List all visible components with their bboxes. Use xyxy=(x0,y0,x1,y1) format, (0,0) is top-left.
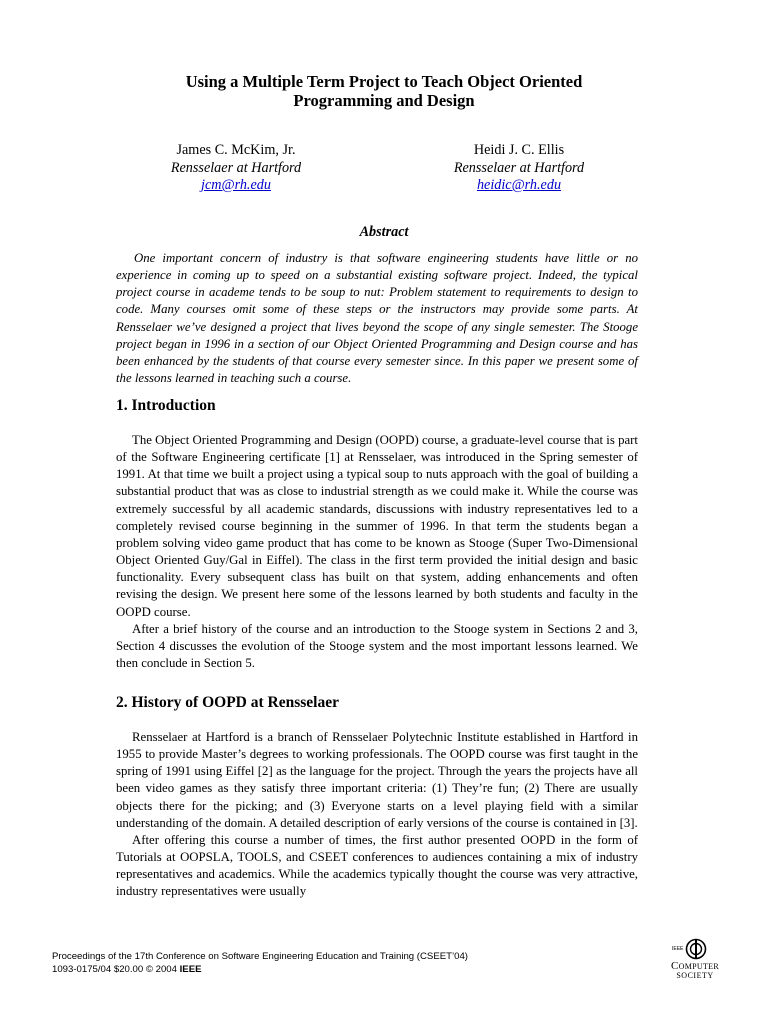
paragraph: After a brief history of the course and an introduction to the Stooge system in Sections 2 and 3, Section 4 discusses the evolution of the Stooge system and the most important lessons learned. We then conclude in Section 5. xyxy=(116,621,638,671)
footer-copyright xyxy=(52,963,468,976)
logo-ieee-text: IEEE xyxy=(672,946,684,952)
section-body-history xyxy=(116,729,638,901)
paper-title xyxy=(100,72,668,110)
paragraph: The Object Oriented Programming and Design (OOPD) course, a graduate-level course that is part of the Software Engineering certificate [1] at Rensselaer, was introduced in the Spring semester of 1991. At that time we built a project using a typical soup to nuts approach with the goal of building a substantial product that was as close to industrial strength as we could make it. While the course was extremely successful by all academic standards, discussions with industry representatives led to a completely revised course beginning in the summer of 1996. In that term the students began a problem solving video game product that has come to be known as Stooge (Super Two-Dimensional Object Oriented Guy/Gal in Eiffel). The class in the first term provided the initial design and basic functionality. Every subsequent class has built on that system, adding enhancements and often revising the design. We present here some of the lessons learned by both students and faculty in the OOPD course. xyxy=(116,433,638,619)
author-name: Heidi J. C. Ellis xyxy=(473,142,565,158)
paragraph: After offering this course a number of times, the first author presented OOPD in the form of Tutorials at OOPSLA, TOOLS, and CSEET conferences to audiences containing a mix of industry representatives and academics. While the academics typically thought the course was very attractive, industry representatives were usually xyxy=(116,832,638,899)
section-body-introduction xyxy=(116,432,638,672)
footer-proceedings: Proceedings of the 17th Conference on Software Engineering Education and Training (CSEET’04) xyxy=(52,951,468,962)
footer-issn: 1093-0175/04 $20.00 © 2004 xyxy=(52,964,177,975)
author-affiliation: Rensselaer at Hartford xyxy=(170,159,302,176)
author-email-link[interactable]: heidic@rh.edu xyxy=(476,177,562,193)
title-line-2: Programming and Design xyxy=(293,91,475,110)
section-heading-history: 2. History of OOPD at Rensselaer xyxy=(116,694,339,711)
section-heading-introduction: 1. Introduction xyxy=(116,397,216,414)
logo-computer-text: Computer xyxy=(671,960,719,972)
paragraph: Rensselaer at Hartford is a branch of Rensselaer Polytechnic Institute established in Hartford in 1955 to provide Master’s degrees to working professionals. The OOPD course was first taught in the spring of 1991 using Eiffel [2] as the language for the project. Through the years the projects have all been video games as they satisfy three important criteria: (1) They’re fun; (2) There are usually objects there for the picking; and (3) Everyone starts on a level playing field with a similar understanding of the domain. A detailed description of early versions of the course is contained in [3]. xyxy=(116,730,638,830)
page-footer xyxy=(52,950,468,976)
abstract-heading: Abstract xyxy=(359,224,409,240)
logo-society-text: SOCIETY xyxy=(676,971,714,980)
author-name: James C. McKim, Jr. xyxy=(176,142,296,158)
computer-society-emblem-icon xyxy=(685,938,707,960)
author-block-2 xyxy=(389,142,649,195)
author-affiliation: Rensselaer at Hartford xyxy=(453,159,585,176)
computer-society-logo xyxy=(650,938,740,986)
author-email-link[interactable]: jcm@rh.edu xyxy=(201,177,271,193)
footer-ieee: IEEE xyxy=(179,964,202,975)
abstract-text: One important concern of industry is that software engineering students have little or no experience in coming up to speed on a substantial existing software project. Indeed, the typical project course in academe tends to be soup to nut: Problem statement to requirements to design to code. Many courses omit some of these steps or the instructors may provide some parts. At Rensselaer we’ve designed a project that lives beyond the scope of any single semester. The Stooge project began in 1996 in a section of our Object Oriented Programming and Design course and has been enhanced by the students of that course every semester since. In this paper we present some of the lessons learned in teaching such a course. xyxy=(116,251,638,386)
title-line-1: Using a Multiple Term Project to Teach Object Oriented xyxy=(185,72,583,91)
author-block-1 xyxy=(106,142,366,195)
